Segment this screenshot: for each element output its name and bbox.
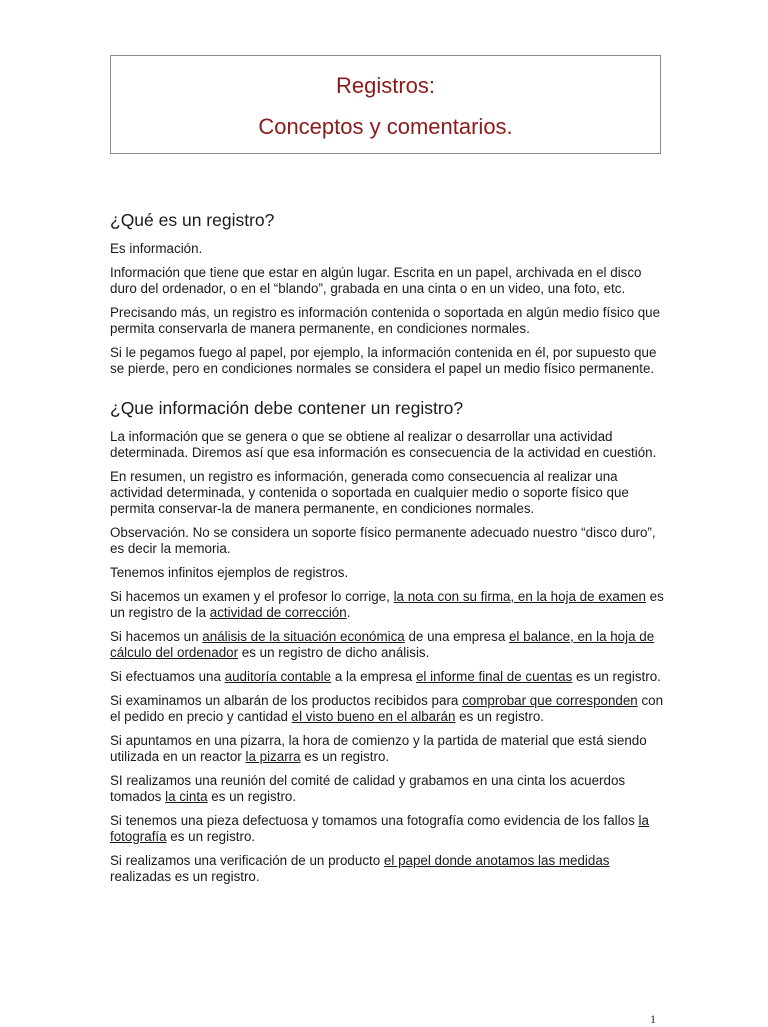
paragraph: Observación. No se considera un soporte físico permanente adecuado nuestro “disco duro”, es decir la memoria. <box>110 525 656 556</box>
example-text: es un registro. <box>572 669 661 684</box>
example-text: SI realizamos una reunión del comité de calidad y grabamos en una cinta los acuerdos tomados <box>110 773 626 804</box>
section-heading-what-is: ¿Qué es un registro? <box>110 210 275 230</box>
example-text: Si realizamos una verificación de un producto <box>110 853 384 868</box>
underlined-text: el visto bueno en el albarán <box>291 709 456 724</box>
example-text: es un registro. <box>207 789 297 804</box>
underlined-text: análisis de la situación económica <box>202 629 405 644</box>
underlined-text: comprobar que corresponden <box>462 693 638 708</box>
underlined-text: el papel donde anotamos las medidas <box>383 853 610 868</box>
document-title: Registros: <box>335 73 436 98</box>
example-text: realizadas es un registro. <box>110 869 260 884</box>
underlined-text: la fotografía <box>110 813 649 844</box>
paragraph: Si le pegamos fuego al papel, por ejemplo, la información contenida en él, por supuesto que se pierde, pero en condiciones normales se considera el papel un medio físico permanente. <box>110 345 657 376</box>
example-text: Si hacemos un <box>110 629 203 644</box>
paragraph: La información que se genera o que se obtiene al realizar o desarrollar una actividad determinada. Diremos así que esa información es consecuencia de la actividad en cuestión. <box>110 429 657 460</box>
example-text: a la empresa <box>331 669 416 684</box>
paragraph: Es información. <box>110 241 203 256</box>
example-paragraph <box>110 589 670 621</box>
page-number: 1 <box>650 1012 656 1026</box>
section-heading-contents: ¿Que información debe contener un registro? <box>110 398 464 418</box>
example-text: Si hacemos un examen y el profesor lo corrige, <box>110 589 394 604</box>
example-paragraph <box>110 693 670 725</box>
underlined-text: la nota con su firma, en la hoja de examen <box>393 589 646 604</box>
document-subtitle: Conceptos y comentarios. <box>258 114 513 139</box>
example-paragraph <box>110 813 670 845</box>
example-text: con el pedido en precio y cantidad <box>110 693 664 724</box>
example-paragraph <box>110 629 670 661</box>
example-paragraph <box>110 853 670 885</box>
example-paragraph <box>110 773 670 805</box>
paragraph: Información que tiene que estar en algún lugar. Escrita en un papel, archivada en el disco duro del ordenador, o en el “blando”, grabada en una cinta o en un video, una foto, etc. <box>110 265 642 296</box>
example-paragraph <box>110 733 670 765</box>
example-text: Si examinamos un albarán de los productos recibidos para <box>110 693 463 708</box>
paragraph: Tenemos infinitos ejemplos de registros. <box>110 565 349 580</box>
underlined-text: la pizarra <box>245 749 301 764</box>
underlined-text: el informe final de cuentas <box>415 669 573 684</box>
example-text: Si tenemos una pieza defectuosa y tomamos una fotografía como evidencia de los fallos <box>110 813 639 828</box>
example-text: es un registro de la <box>110 589 664 620</box>
example-text: de una empresa <box>404 629 509 644</box>
paragraph: En resumen, un registro es información, generada como consecuencia al realizar una actividad determinada, y contenida o soportada en cualquier medio o soporte físico que permita conservar-la de manera permanente, en condiciones normales. <box>110 469 629 516</box>
example-text: es un registro de dicho análisis. <box>238 645 430 660</box>
underlined-text: auditoría contable <box>224 669 332 684</box>
underlined-text: el balance, en la hoja de cálculo del ordenador <box>110 629 655 660</box>
example-text: es un registro. <box>300 749 390 764</box>
example-text: es un registro. <box>455 709 545 724</box>
example-text: Si apuntamos en una pizarra, la hora de comienzo y la partida de material que está siendo utilizada en un reactor <box>110 733 647 764</box>
title-box <box>110 55 661 154</box>
example-text: es un registro. <box>166 829 256 844</box>
example-text: . <box>346 605 351 620</box>
example-paragraph <box>110 669 670 685</box>
example-text: Si efectuamos una <box>110 669 225 684</box>
underlined-text: la cinta <box>165 789 208 804</box>
underlined-text: actividad de corrección <box>209 605 347 620</box>
document-body <box>110 209 670 893</box>
paragraph: Precisando más, un registro es información contenida o soportada en algún medio físico que permita conservarla de manera permanente, en condiciones normales. <box>110 305 661 336</box>
